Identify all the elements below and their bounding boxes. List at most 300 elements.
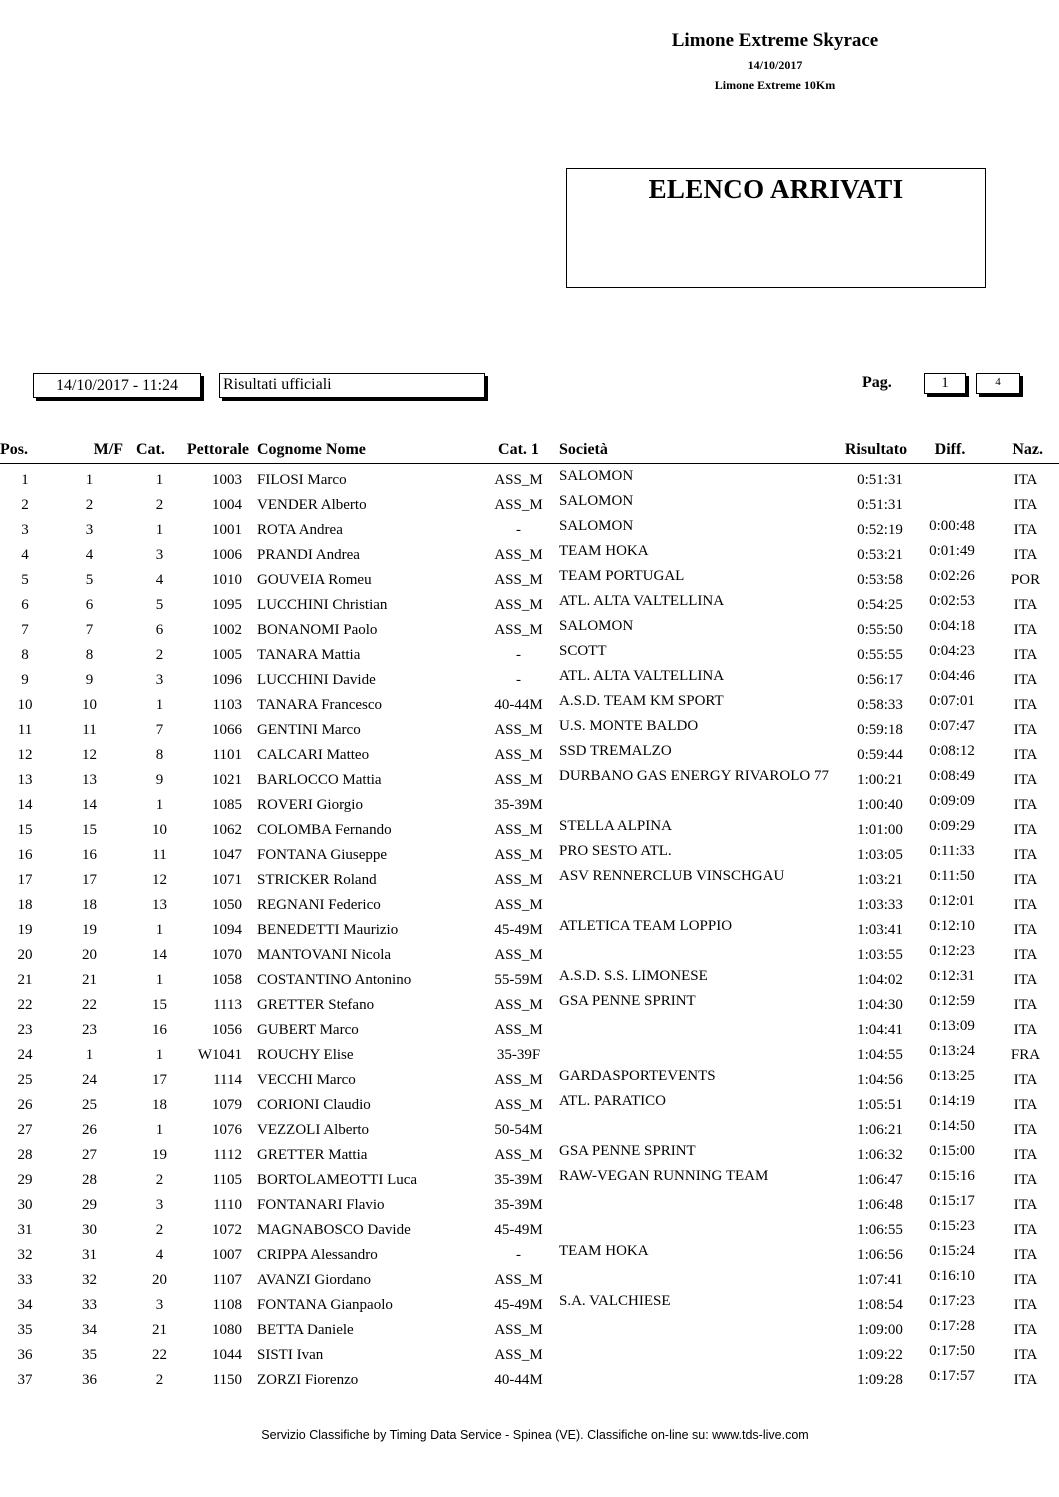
cell-pos: 37	[17, 1372, 33, 1388]
cell-nat: ITA	[1013, 497, 1038, 513]
cell-pos: 16	[17, 847, 33, 863]
cell-mf: 27	[82, 1147, 97, 1163]
cell-club: SALOMON	[559, 468, 634, 484]
table-row	[0, 918, 1059, 943]
cell-cat: 19	[152, 1147, 167, 1163]
cell-bib: 1071	[212, 872, 242, 888]
cell-cat: 3	[155, 547, 164, 563]
table-row	[0, 1243, 1059, 1268]
cell-nat: ITA	[1013, 1297, 1038, 1313]
cell-diff: 0:17:23	[929, 1293, 975, 1309]
cell-diff: 0:04:18	[929, 618, 975, 634]
cell-name: AVANZI Giordano	[257, 1272, 372, 1288]
cell-cat: 1	[155, 522, 164, 538]
cell-cat: 20	[152, 1272, 167, 1288]
cell-cat: 1	[155, 922, 164, 938]
cell-pos: 21	[17, 972, 33, 988]
cell-club: SALOMON	[559, 493, 634, 509]
cell-cat: 4	[155, 572, 164, 588]
cell-cat: 17	[152, 1072, 167, 1088]
cell-pos: 34	[17, 1297, 33, 1313]
cell-pos: 28	[17, 1147, 33, 1163]
table-row	[0, 968, 1059, 993]
cell-name: GENTINI Marco	[257, 722, 361, 738]
cell-mf: 28	[82, 1172, 97, 1188]
cell-result: 0:52:19	[857, 522, 903, 538]
cell-cat1: ASS_M	[494, 547, 543, 563]
cell-club: U.S. MONTE BALDO	[559, 718, 699, 734]
cell-nat: POR	[1010, 572, 1041, 588]
cell-club: GARDASPORTEVENTS	[559, 1068, 716, 1084]
cell-bib: 1103	[212, 697, 242, 713]
cell-nat: ITA	[1013, 1272, 1038, 1288]
cell-bib: 1112	[213, 1147, 242, 1163]
cell-club	[559, 1043, 840, 1068]
cell-nat: ITA	[1013, 772, 1038, 788]
cell-mf: 11	[82, 722, 97, 738]
cell-cat: 16	[152, 1022, 167, 1038]
cell-bib: 1001	[212, 522, 242, 538]
cell-diff: 0:15:16	[929, 1168, 975, 1184]
cell-bib: W1041	[197, 1047, 242, 1063]
cell-bib: 1079	[212, 1097, 242, 1113]
cell-mf: 12	[82, 747, 97, 763]
cell-club: SCOTT	[559, 643, 607, 659]
cell-cat1: 35-39M	[494, 1172, 543, 1188]
cell-diff: 0:17:57	[929, 1368, 975, 1384]
cell-cat: 1	[155, 797, 164, 813]
col-header-diff: Diff.	[934, 441, 966, 458]
cell-name: ZORZI Fiorenzo	[257, 1372, 359, 1388]
cell-bib: 1005	[212, 647, 242, 663]
cell-cat: 7	[155, 722, 164, 738]
cell-club	[559, 943, 840, 968]
table-row	[0, 1218, 1059, 1243]
cell-diff: 0:12:10	[929, 918, 975, 934]
cell-club: S.A. VALCHIESE	[559, 1293, 671, 1309]
cell-result: 1:03:21	[857, 872, 903, 888]
cell-nat: ITA	[1013, 1172, 1038, 1188]
cell-cat1: ASS_M	[494, 1322, 543, 1338]
cell-result: 1:04:30	[857, 997, 903, 1013]
cell-nat: ITA	[1013, 972, 1038, 988]
cell-pos: 31	[17, 1222, 33, 1238]
cell-cat1: 55-59M	[494, 972, 543, 988]
cell-result: 1:06:48	[857, 1197, 903, 1213]
cell-bib: 1004	[212, 497, 242, 513]
cell-pos: 27	[17, 1122, 33, 1138]
page-number: 1	[941, 375, 949, 391]
table-row	[0, 668, 1059, 693]
cell-bib: 1003	[212, 472, 242, 488]
cell-mf: 24	[82, 1072, 97, 1088]
event-title: Limone Extreme Skyrace	[671, 30, 879, 51]
cell-mf: 25	[82, 1097, 97, 1113]
cell-diff: 0:11:50	[929, 868, 975, 884]
cell-result: 1:09:28	[857, 1372, 903, 1388]
cell-nat: ITA	[1013, 1197, 1038, 1213]
cell-club	[559, 1118, 840, 1143]
cell-name: VECCHI Marco	[257, 1072, 356, 1088]
cell-nat: ITA	[1013, 722, 1038, 738]
cell-diff: 0:07:01	[929, 693, 975, 709]
cell-bib: 1110	[213, 1197, 242, 1213]
cell-name: COSTANTINO Antonino	[257, 972, 412, 988]
cell-club	[559, 1343, 840, 1368]
cell-mf: 21	[82, 972, 97, 988]
cell-cat1: -	[516, 672, 521, 688]
cell-mf: 29	[82, 1197, 97, 1213]
col-header-club: Società	[559, 441, 608, 458]
cell-mf: 1	[85, 1047, 94, 1063]
timestamp-box	[33, 373, 201, 398]
cell-result: 1:06:47	[857, 1172, 903, 1188]
cell-cat1: 40-44M	[494, 697, 543, 713]
cell-name: STRICKER Roland	[257, 872, 377, 888]
cell-bib: 1105	[212, 1172, 242, 1188]
cell-cat: 12	[152, 872, 167, 888]
cell-name: GRETTER Mattia	[257, 1147, 368, 1163]
cell-pos: 22	[17, 997, 33, 1013]
cell-bib: 1095	[212, 597, 242, 613]
cell-cat1: 40-44M	[494, 1372, 543, 1388]
cell-result: 1:00:21	[857, 772, 903, 788]
cell-name: COLOMBA Fernando	[257, 822, 392, 838]
cell-mf: 16	[82, 847, 97, 863]
col-header-cat1: Cat. 1	[498, 441, 539, 458]
cell-cat1: ASS_M	[494, 1072, 543, 1088]
cell-bib: 1094	[212, 922, 242, 938]
cell-pos: 32	[17, 1247, 33, 1263]
page-count-box	[976, 373, 1020, 394]
cell-bib: 1047	[212, 847, 242, 863]
cell-diff: 0:01:49	[929, 543, 975, 559]
table-header-row	[0, 437, 1059, 464]
cell-cat: 18	[152, 1097, 167, 1113]
cell-diff: 0:09:09	[929, 793, 975, 809]
cell-diff	[912, 493, 985, 518]
cell-result: 0:51:31	[857, 497, 903, 513]
cell-cat: 4	[155, 1247, 164, 1263]
cell-cat: 3	[155, 1197, 164, 1213]
cell-diff: 0:15:23	[929, 1218, 975, 1234]
cell-nat: ITA	[1013, 1072, 1038, 1088]
cell-club: SALOMON	[559, 518, 634, 534]
cell-cat: 15	[152, 997, 167, 1013]
cell-name: TANARA Francesco	[257, 697, 383, 713]
document-title-box	[566, 168, 986, 288]
cell-diff: 0:13:24	[929, 1043, 975, 1059]
cell-mf: 4	[85, 547, 94, 563]
cell-diff: 0:12:31	[929, 968, 975, 984]
cell-diff: 0:04:23	[929, 643, 975, 659]
cell-cat1: ASS_M	[494, 772, 543, 788]
cell-nat: ITA	[1013, 597, 1038, 613]
cell-mf: 32	[82, 1272, 97, 1288]
cell-name: FONTANARI Flavio	[257, 1197, 385, 1213]
cell-mf: 31	[82, 1247, 97, 1263]
cell-name: VEZZOLI Alberto	[257, 1122, 370, 1138]
cell-bib: 1080	[212, 1322, 242, 1338]
cell-cat1: -	[516, 647, 521, 663]
cell-cat: 6	[155, 622, 164, 638]
cell-club	[559, 793, 840, 818]
cell-result: 1:06:21	[857, 1122, 903, 1138]
table-row	[0, 464, 1059, 494]
cell-club: GSA PENNE SPRINT	[559, 993, 696, 1009]
cell-result: 1:03:55	[857, 947, 903, 963]
cell-cat1: ASS_M	[494, 997, 543, 1013]
cell-nat: ITA	[1013, 1097, 1038, 1113]
cell-cat1: ASS_M	[494, 472, 543, 488]
cell-bib: 1021	[212, 772, 242, 788]
col-header-nat: Naz.	[1012, 441, 1043, 458]
cell-cat: 2	[155, 497, 164, 513]
cell-result: 1:04:02	[857, 972, 903, 988]
cell-nat: ITA	[1013, 697, 1038, 713]
cell-name: TANARA Mattia	[257, 647, 361, 663]
document-title: ELENCO ARRIVATI	[648, 174, 904, 204]
cell-nat: ITA	[1013, 472, 1038, 488]
cell-cat: 13	[152, 897, 167, 913]
cell-cat1: ASS_M	[494, 1022, 543, 1038]
cell-pos: 4	[21, 547, 29, 563]
table-row	[0, 1143, 1059, 1168]
cell-bib: 1108	[212, 1297, 242, 1313]
table-row	[0, 1368, 1059, 1393]
cell-cat: 1	[155, 1047, 164, 1063]
cell-pos: 36	[17, 1347, 33, 1363]
cell-pos: 1	[21, 472, 29, 488]
cell-result: 1:00:40	[857, 797, 903, 813]
cell-mf: 15	[82, 822, 97, 838]
cell-mf: 22	[82, 997, 97, 1013]
cell-mf: 20	[82, 947, 97, 963]
cell-pos: 9	[21, 672, 29, 688]
cell-result: 0:54:25	[857, 597, 903, 613]
cell-result: 0:58:33	[857, 697, 903, 713]
cell-club: STELLA ALPINA	[559, 818, 672, 834]
col-header-name: Cognome Nome	[257, 441, 366, 458]
cell-nat: ITA	[1013, 647, 1038, 663]
cell-cat1: ASS_M	[494, 847, 543, 863]
cell-club: PRO SESTO ATL.	[559, 843, 672, 859]
cell-bib: 1010	[212, 572, 242, 588]
cell-name: ROVERI Giorgio	[257, 797, 363, 813]
table-row	[0, 768, 1059, 793]
cell-mf: 34	[82, 1322, 97, 1338]
cell-name: GOUVEIA Romeu	[257, 572, 372, 588]
cell-pos: 5	[21, 572, 29, 588]
cell-nat: ITA	[1013, 1322, 1038, 1338]
cell-name: PRANDI Andrea	[257, 547, 360, 563]
cell-club: A.S.D. S.S. LIMONESE	[559, 968, 708, 984]
cell-name: CRIPPA Alessandro	[257, 1247, 378, 1263]
table-row	[0, 1168, 1059, 1193]
cell-result: 1:06:56	[857, 1247, 903, 1263]
cell-diff: 0:15:17	[929, 1193, 975, 1209]
cell-bib: 1096	[212, 672, 242, 688]
table-row	[0, 1118, 1059, 1143]
cell-cat1: ASS_M	[494, 1272, 543, 1288]
cell-pos: 33	[17, 1272, 33, 1288]
cell-pos: 8	[21, 647, 29, 663]
table-row	[0, 1268, 1059, 1293]
cell-nat: ITA	[1013, 747, 1038, 763]
cell-diff: 0:15:00	[929, 1143, 975, 1159]
cell-nat: ITA	[1013, 872, 1038, 888]
cell-bib: 1044	[212, 1347, 242, 1363]
cell-name: FONTANA Gianpaolo	[257, 1297, 393, 1313]
cell-diff: 0:14:50	[929, 1118, 975, 1134]
cell-bib: 1050	[212, 897, 242, 913]
page-count: 4	[995, 376, 1001, 388]
cell-nat: ITA	[1013, 1147, 1038, 1163]
cell-pos: 23	[17, 1022, 33, 1038]
table-row	[0, 818, 1059, 843]
table-row	[0, 543, 1059, 568]
cell-nat: ITA	[1013, 522, 1038, 538]
cell-pos: 29	[17, 1172, 33, 1188]
cell-nat: ITA	[1013, 897, 1038, 913]
cell-mf: 23	[82, 1022, 97, 1038]
cell-bib: 1114	[213, 1072, 242, 1088]
timestamp: 14/10/2017 - 11:24	[55, 377, 179, 394]
cell-result: 1:03:05	[857, 847, 903, 863]
cell-cat1: -	[516, 522, 521, 538]
cell-cat: 1	[155, 1122, 164, 1138]
cell-club: TEAM HOKA	[559, 543, 649, 559]
cell-cat1: 35-39M	[494, 797, 543, 813]
cell-mf: 26	[82, 1122, 97, 1138]
cell-mf: 7	[85, 622, 94, 638]
cell-result: 1:06:32	[857, 1147, 903, 1163]
cell-cat1: ASS_M	[494, 897, 543, 913]
cell-bib: 1070	[212, 947, 242, 963]
cell-pos: 15	[17, 822, 33, 838]
cell-name: LUCCHINI Davide	[257, 672, 376, 688]
cell-pos: 6	[21, 597, 29, 613]
cell-result: 0:53:58	[857, 572, 903, 588]
cell-cat1: ASS_M	[494, 947, 543, 963]
cell-club	[559, 1018, 840, 1043]
cell-mf: 3	[85, 522, 94, 538]
status-box	[219, 373, 485, 398]
table-row	[0, 1068, 1059, 1093]
cell-nat: ITA	[1013, 547, 1038, 563]
cell-result: 1:05:51	[857, 1097, 903, 1113]
cell-cat: 1	[155, 697, 164, 713]
cell-cat1: 45-49M	[494, 1222, 543, 1238]
cell-cat1: 35-39M	[494, 1197, 543, 1213]
cell-mf: 14	[82, 797, 97, 813]
cell-bib: 1150	[212, 1372, 242, 1388]
cell-name: SISTI Ivan	[257, 1347, 324, 1363]
results-table	[0, 437, 1059, 1393]
cell-pos: 10	[17, 697, 33, 713]
col-header-pos: Pos.	[0, 441, 28, 458]
cell-cat1: 45-49M	[494, 1297, 543, 1313]
cell-cat: 22	[152, 1347, 167, 1363]
page-number-box	[924, 373, 966, 394]
cell-mf: 10	[82, 697, 97, 713]
cell-bib: 1113	[213, 997, 242, 1013]
cell-mf: 2	[85, 497, 94, 513]
col-header-result: Risultato	[844, 441, 908, 458]
cell-diff: 0:07:47	[929, 718, 975, 734]
cell-cat1: ASS_M	[494, 722, 543, 738]
table-row	[0, 618, 1059, 643]
cell-nat: ITA	[1013, 622, 1038, 638]
cell-result: 0:51:31	[857, 472, 903, 488]
cell-club	[559, 1268, 840, 1293]
cell-diff: 0:11:33	[929, 843, 975, 859]
cell-bib: 1056	[212, 1022, 242, 1038]
cell-result: 0:55:50	[857, 622, 903, 638]
cell-nat: ITA	[1013, 922, 1038, 938]
cell-diff: 0:09:29	[929, 818, 975, 834]
cell-bib: 1107	[212, 1272, 242, 1288]
cell-club: ASV RENNERCLUB VINSCHGAU	[559, 868, 785, 884]
cell-diff: 0:12:59	[929, 993, 975, 1009]
cell-cat: 2	[155, 1372, 164, 1388]
cell-club: TEAM PORTUGAL	[559, 568, 685, 584]
cell-nat: ITA	[1013, 947, 1038, 963]
cell-club: SALOMON	[559, 618, 634, 634]
cell-nat: ITA	[1013, 822, 1038, 838]
cell-mf: 13	[82, 772, 97, 788]
table-row	[0, 518, 1059, 543]
cell-result: 1:09:22	[857, 1347, 903, 1363]
cell-pos: 14	[17, 797, 33, 813]
cell-club: ATL. ALTA VALTELLINA	[559, 668, 725, 684]
cell-cat: 8	[155, 747, 164, 763]
cell-cat: 11	[152, 847, 167, 863]
cell-name: LUCCHINI Christian	[257, 597, 388, 613]
cell-bib: 1007	[212, 1247, 242, 1263]
cell-bib: 1066	[212, 722, 242, 738]
cell-result: 1:04:56	[857, 1072, 903, 1088]
cell-mf: 36	[82, 1372, 97, 1388]
table-row	[0, 568, 1059, 593]
cell-cat1: ASS_M	[494, 1347, 543, 1363]
cell-diff: 0:02:26	[929, 568, 975, 584]
cell-pos: 2	[21, 497, 29, 513]
cell-cat: 10	[152, 822, 167, 838]
cell-diff	[912, 464, 985, 494]
cell-name: BORTOLAMEOTTI Luca	[257, 1172, 418, 1188]
cell-cat: 5	[155, 597, 164, 613]
cell-cat1: ASS_M	[494, 1147, 543, 1163]
cell-name: CORIONI Claudio	[257, 1097, 371, 1113]
cell-pos: 13	[17, 772, 33, 788]
table-row	[0, 893, 1059, 918]
cell-result: 0:55:55	[857, 647, 903, 663]
cell-cat1: 50-54M	[494, 1122, 543, 1138]
cell-club: ATL. PARATICO	[559, 1093, 666, 1109]
cell-pos: 18	[17, 897, 33, 913]
race-name: Limone Extreme 10Km	[714, 78, 836, 92]
cell-result: 1:04:41	[857, 1022, 903, 1038]
cell-cat: 1	[155, 472, 164, 488]
cell-mf: 5	[85, 572, 94, 588]
cell-pos: 25	[17, 1072, 33, 1088]
cell-pos: 35	[17, 1322, 33, 1338]
cell-cat: 3	[155, 1297, 164, 1313]
table-row	[0, 843, 1059, 868]
cell-diff: 0:15:24	[929, 1243, 975, 1259]
table-row	[0, 743, 1059, 768]
